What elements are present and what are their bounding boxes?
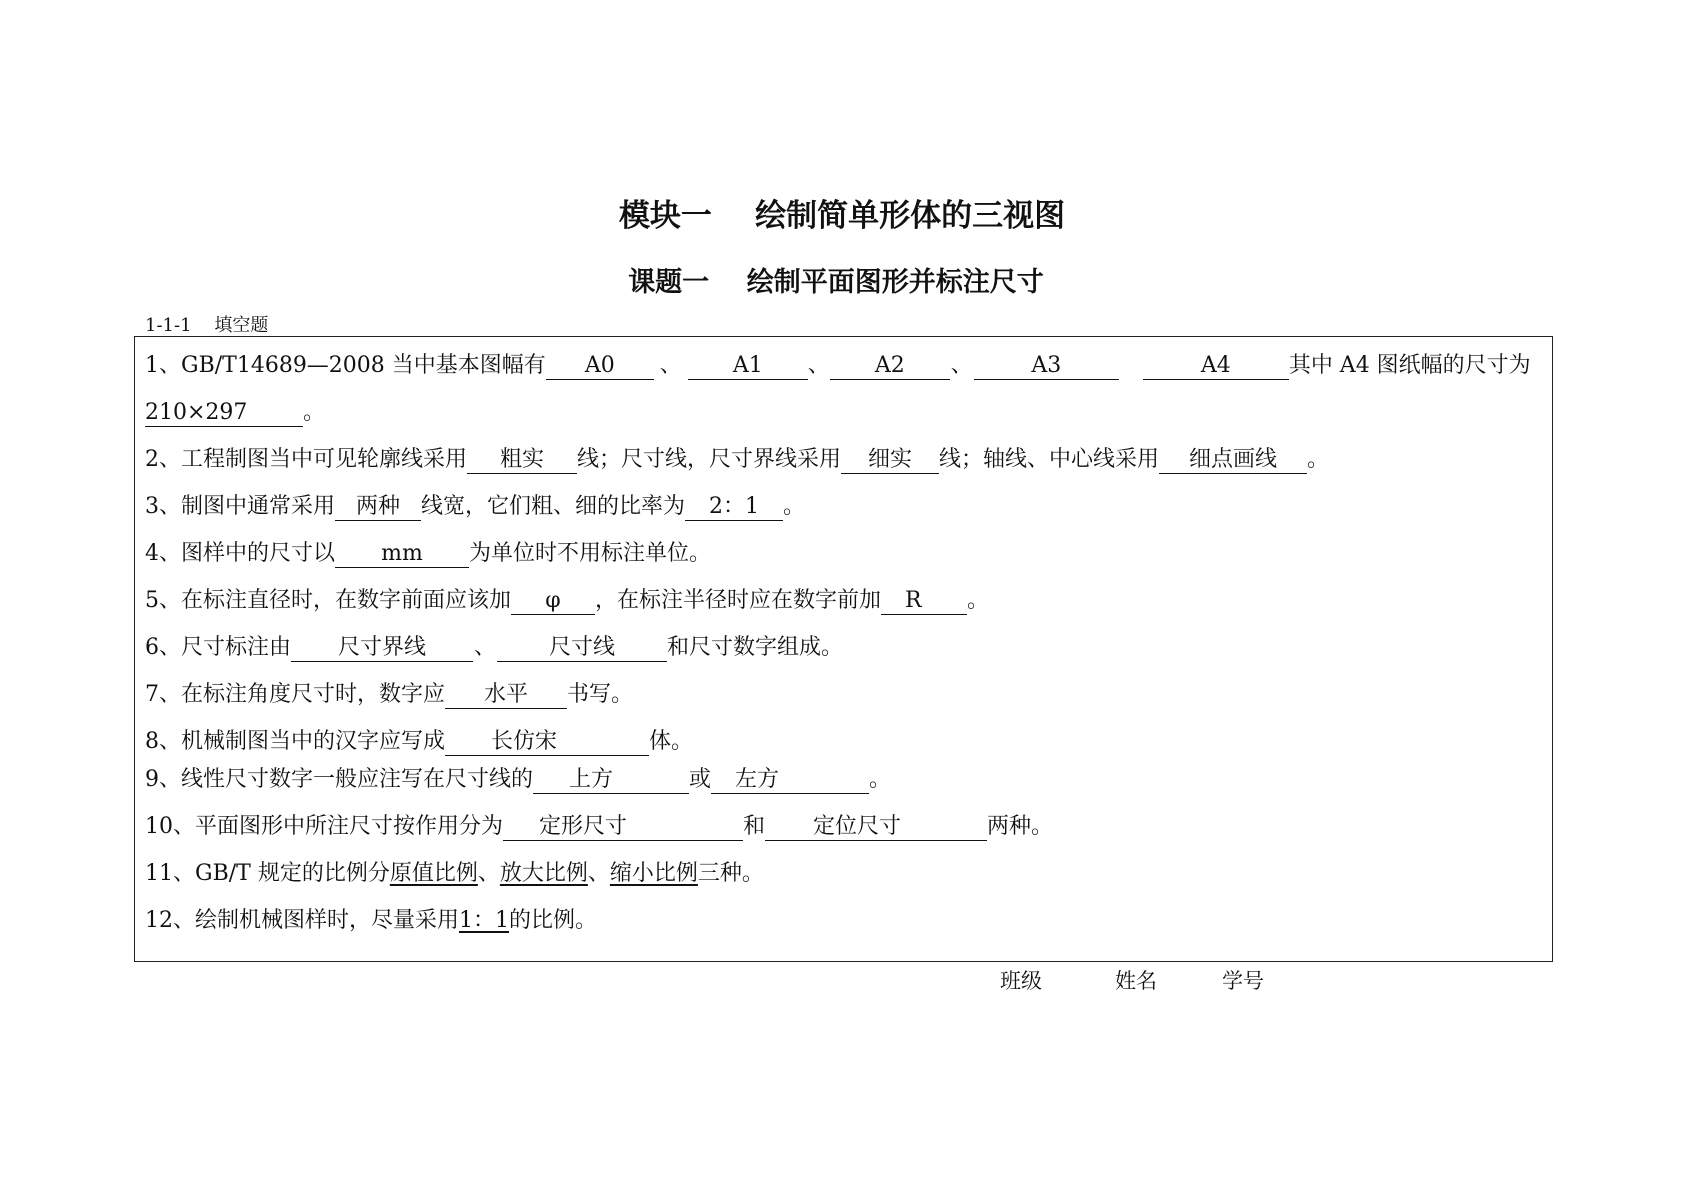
question-text: 为单位时不用标注单位。	[469, 541, 712, 566]
question-3	[145, 492, 805, 522]
section-label: 1-1-1 填空题	[145, 315, 269, 336]
question-text: 。	[869, 767, 892, 792]
question-1-continued	[145, 398, 325, 428]
question-2	[145, 445, 1329, 475]
separator: 、	[659, 353, 682, 378]
answer-blank: 上方	[533, 767, 689, 794]
question-text: 6、尺寸标注由	[145, 635, 291, 660]
question-11	[145, 859, 764, 889]
question-text: ，在标注半径时应在数字前加	[595, 588, 882, 613]
answer-blank: R	[881, 588, 967, 615]
question-text: 11、GB/T 规定的比例分	[145, 861, 390, 886]
question-9	[145, 765, 891, 795]
separator: 、	[473, 635, 496, 660]
question-6	[145, 633, 843, 663]
question-12	[145, 906, 597, 936]
question-1	[145, 351, 1531, 381]
question-text: 或	[689, 767, 712, 792]
answer-blank: A3	[974, 353, 1119, 380]
answer-blank: A2	[830, 353, 950, 380]
question-text: 、	[477, 861, 500, 886]
answer-blank: 2：1	[685, 494, 783, 521]
answer-blank: A4	[1143, 353, 1289, 380]
answer-underlined: 缩小比例	[609, 861, 698, 886]
question-text: 3、制图中通常采用	[145, 494, 335, 519]
question-text: 7、在标注角度尺寸时，数字应	[145, 682, 445, 707]
question-text: 12、绘制机械图样时，尽量采用	[145, 908, 459, 933]
answer-blank: 尺寸界线	[291, 635, 473, 662]
answer-blank: 两种	[335, 494, 421, 521]
answer-blank: 细点画线	[1159, 447, 1307, 474]
question-text: 2、工程制图当中可见轮廓线采用	[145, 447, 467, 472]
question-text: 和尺寸数字组成。	[667, 635, 844, 660]
separator: 、	[807, 353, 830, 378]
question-8	[145, 727, 693, 757]
question-text: 线宽，它们粗、细的比率为	[421, 494, 686, 519]
question-text: 两种。	[987, 814, 1054, 839]
answer-blank: A0	[546, 353, 654, 380]
separator: 、	[950, 353, 973, 378]
answer-blank: 细实	[841, 447, 939, 474]
question-text: 。	[303, 400, 326, 425]
class-label: 班级	[1000, 969, 1042, 993]
question-text: 、	[587, 861, 610, 886]
name-label: 姓名	[1115, 969, 1157, 993]
question-text: 三种。	[697, 861, 764, 886]
student-id-label: 学号	[1222, 969, 1264, 993]
answer-underlined: 放大比例	[499, 861, 588, 886]
answer-blank: 定位尺寸	[765, 814, 987, 841]
question-text: 的比例。	[509, 908, 598, 933]
question-text: 其中 A4 图纸幅的尺寸为	[1288, 353, 1531, 378]
question-text: 9、线性尺寸数字一般应注写在尺寸线的	[145, 767, 533, 792]
question-text: 。	[783, 494, 806, 519]
question-7	[145, 680, 633, 710]
question-text: 4、图样中的尺寸以	[145, 541, 335, 566]
question-text: 8、机械制图当中的汉字应写成	[145, 729, 445, 754]
answer-blank: 定形尺寸	[503, 814, 743, 841]
answer-blank: mm	[335, 541, 469, 568]
answer-underlined: 原值比例	[389, 861, 478, 886]
question-box	[134, 336, 1553, 962]
question-text: 书写。	[567, 682, 634, 707]
question-text: 体。	[649, 729, 694, 754]
question-text: 。	[967, 588, 990, 613]
answer-underlined: 1：1	[459, 908, 509, 933]
question-text: 1、GB/T14689—2008 当中基本图幅有	[145, 353, 546, 378]
question-text: 线；轴线、中心线采用	[939, 447, 1160, 472]
answer-blank: φ	[511, 588, 595, 615]
answer-blank: A1	[688, 353, 808, 380]
question-4	[145, 539, 711, 569]
question-text: 和	[743, 814, 766, 839]
question-5	[145, 586, 989, 616]
question-text: 10、平面图形中所注尺寸按作用分为	[145, 814, 503, 839]
answer-blank: 尺寸线	[497, 635, 667, 662]
answer-blank: 水平	[445, 682, 567, 709]
question-text: 5、在标注直径时，在数字前面应该加	[145, 588, 511, 613]
page-title: 模块一 绘制简单形体的三视图	[618, 198, 1066, 234]
answer-blank: 210×297	[145, 400, 303, 427]
answer-blank: 粗实	[467, 447, 577, 474]
question-10	[145, 812, 1053, 842]
question-text: 线；尺寸线，尺寸界线采用	[577, 447, 842, 472]
answer-blank: 左方	[711, 767, 869, 794]
question-text: 。	[1307, 447, 1330, 472]
page-subtitle: 课题一 绘制平面图形并标注尺寸	[628, 267, 1044, 298]
answer-blank: 长仿宋	[445, 729, 649, 756]
